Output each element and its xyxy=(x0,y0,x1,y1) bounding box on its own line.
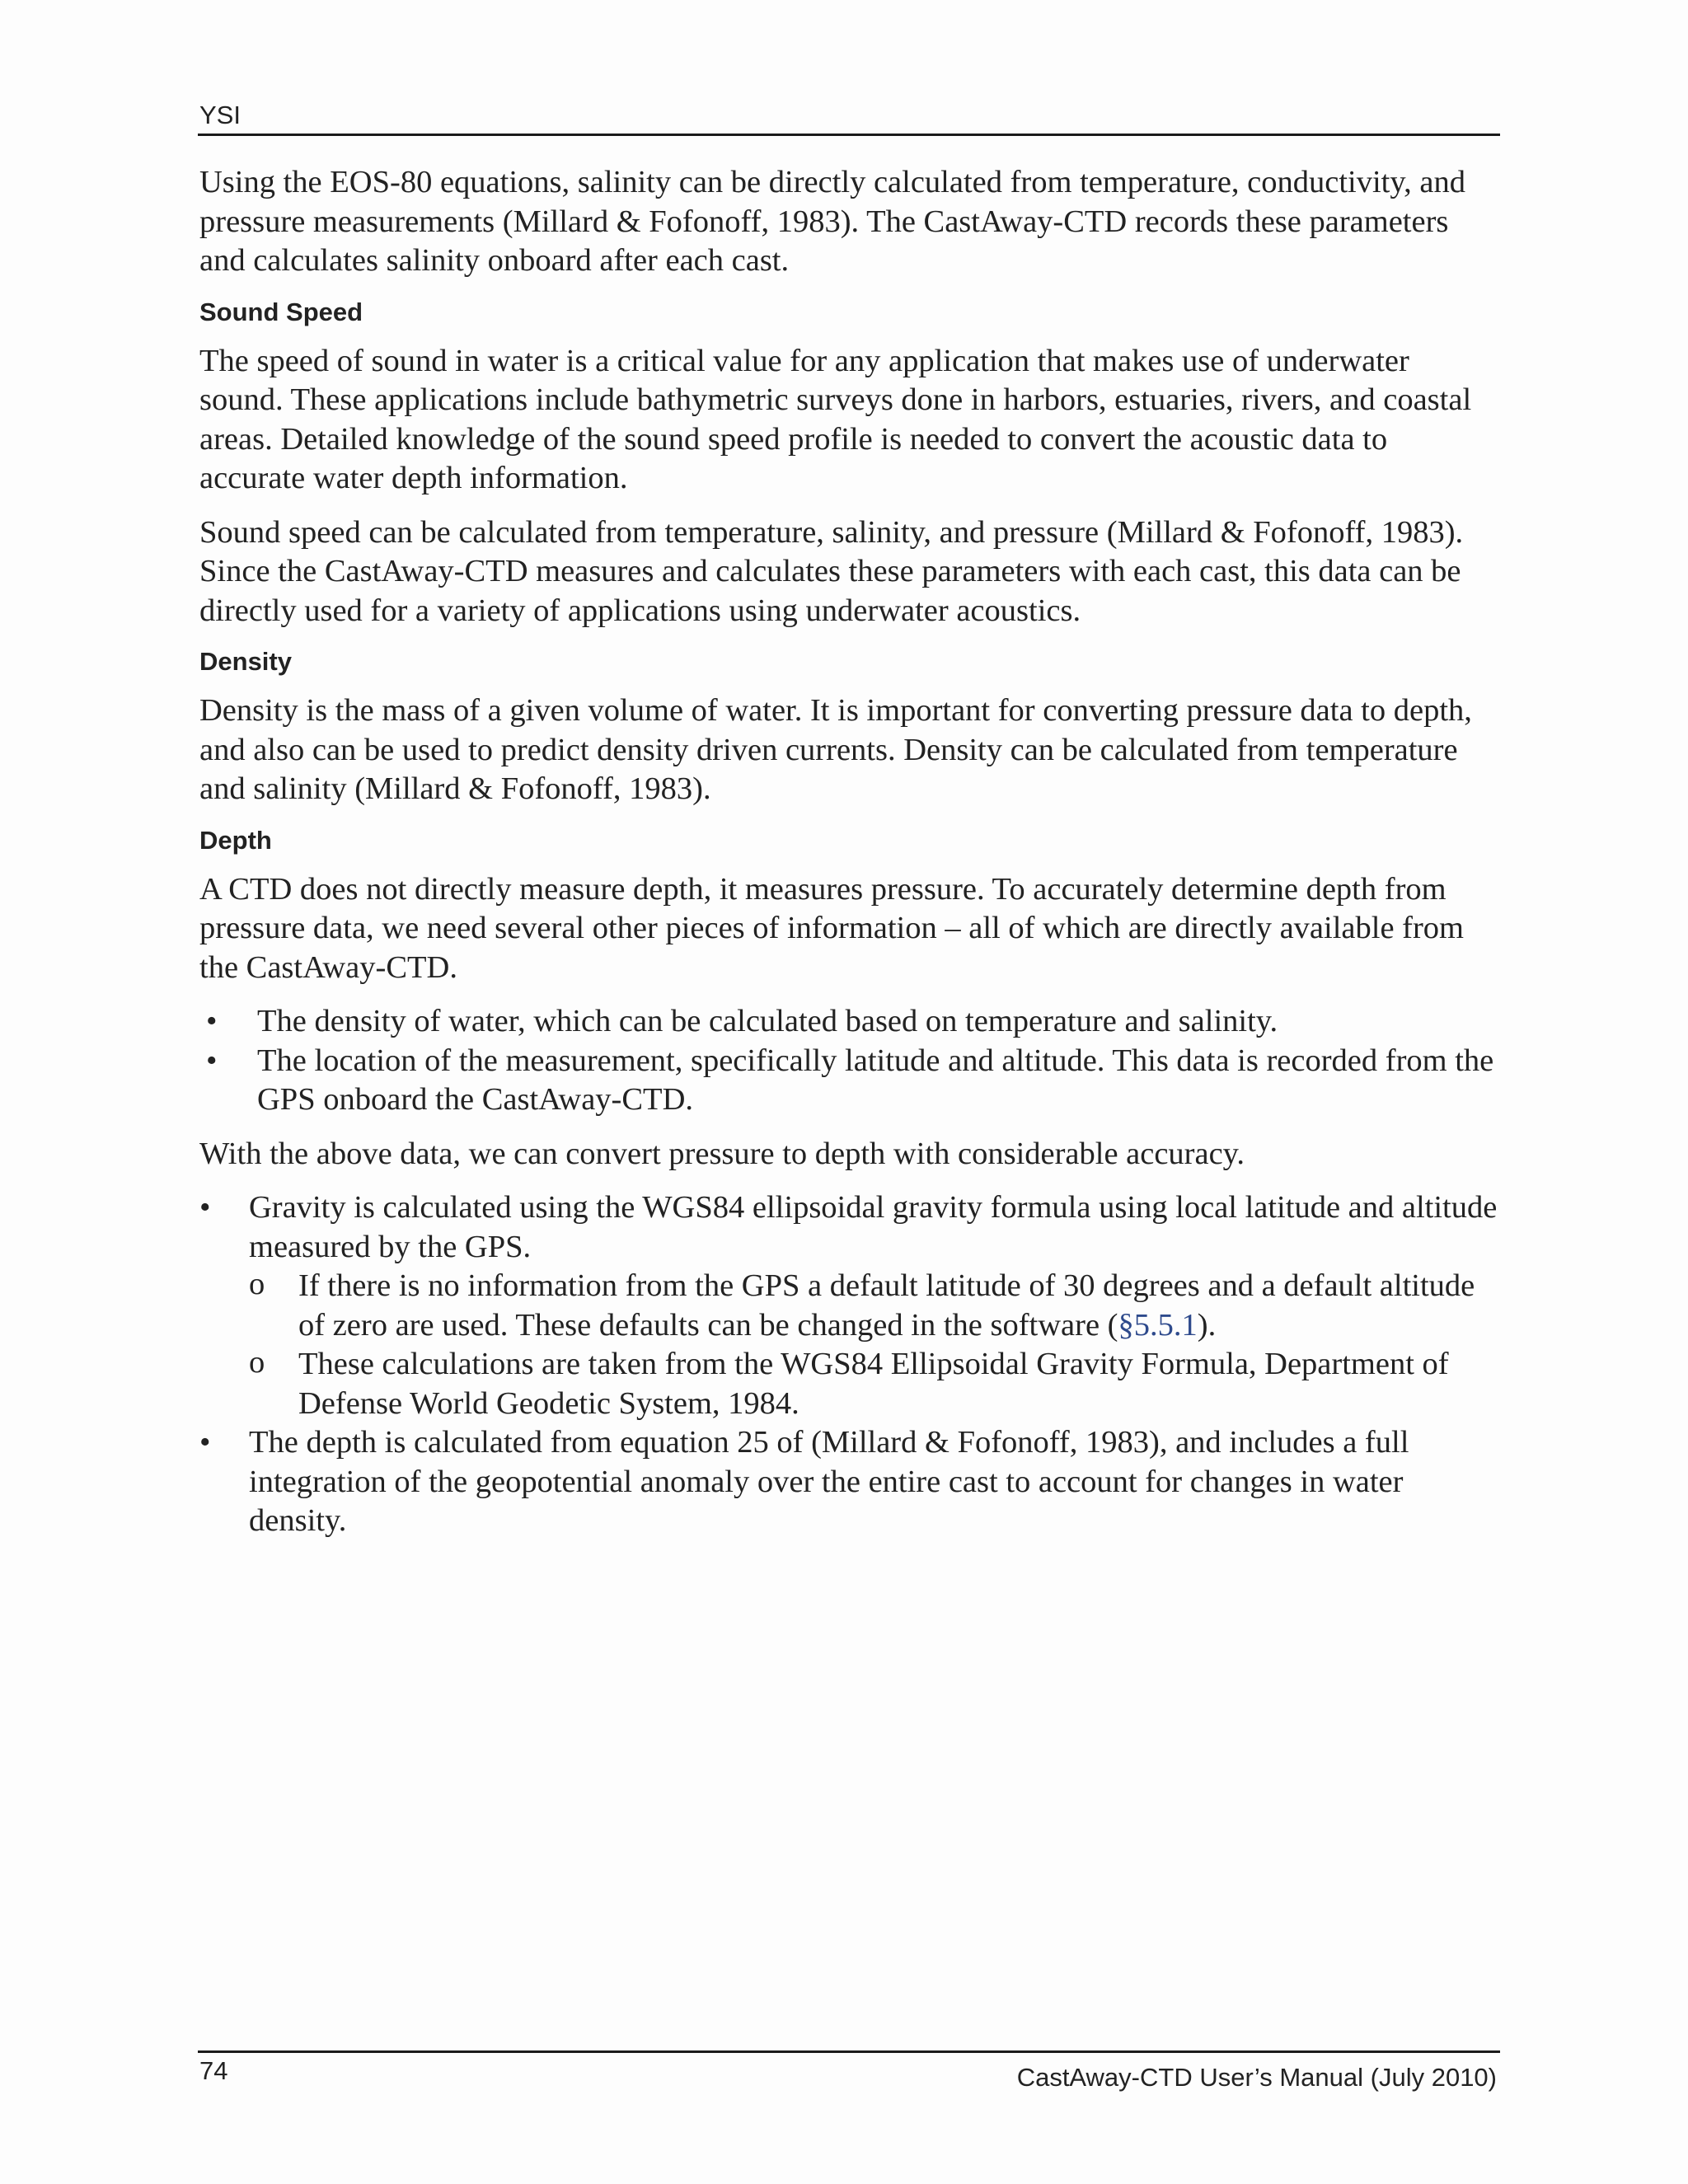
page-header xyxy=(198,97,1500,136)
bullet-icon: • xyxy=(199,1190,211,1225)
bullet-icon: • xyxy=(206,1043,218,1078)
page-content xyxy=(199,163,1498,1541)
source-text: These calculations are taken from the WGS84 Ellipsoidal Gravity Formula, Department of Defense World Geodetic System, 1984. xyxy=(298,1347,1449,1421)
depth-info-list xyxy=(199,1002,1498,1120)
header-label: YSI xyxy=(199,101,241,129)
defaults-text: If there is no information from the GPS a default latitude of 30 degrees and a default altitude of zero are used. These defaults can be changed in the software ( xyxy=(298,1268,1475,1343)
density-paragraph: Density is the mass of a given volume of water. It is important for converting pressure data to depth, and also can be used to predict density driven currents. Density can be calculated from temperature and salinity (Millard & Fofonoff, 1983). xyxy=(199,693,1472,806)
heading-depth: Depth xyxy=(199,825,272,855)
sub-list-item-source xyxy=(249,1345,1498,1423)
depth-paragraph-1: A CTD does not directly measure depth, it measures pressure. To accurately determine depth from pressure data, we need several other pieces of information – all of which are directly available from the CastAway-CTD. xyxy=(199,871,1465,985)
bullet-icon: • xyxy=(199,1425,211,1460)
list-item-text: The density of water, which can be calculated based on temperature and salinity. xyxy=(257,1004,1278,1038)
gravity-sub-list xyxy=(249,1267,1498,1423)
section-link[interactable]: §5.5.1 xyxy=(1118,1307,1198,1343)
intro-paragraph: Using the EOS-80 equations, salinity can be directly calculated from temperature, conductivity, and pressure measurements (Millard & Fofonoff, 1983). The CastAway-CTD records these parameters and calculates salinity onboard after each cast. xyxy=(199,165,1465,278)
list-item xyxy=(199,1042,1498,1120)
sound-speed-paragraph-1: The speed of sound in water is a critical value for any application that makes use of underwater sound. These applications include bathymetric surveys done in harbors, estuaries, rivers, and coastal areas. Detailed knowledge of the sound speed profile is needed to convert the acoustic data to accurate water depth information. xyxy=(199,343,1472,495)
list-item xyxy=(199,1002,1498,1042)
list-item-text: The location of the measurement, specifically latitude and altitude. This data is recorded from the GPS onboard the CastAway-CTD. xyxy=(257,1043,1494,1117)
depth-paragraph-2: With the above data, we can convert pressure to depth with considerable accuracy. xyxy=(199,1136,1245,1171)
sub-list-item-defaults xyxy=(249,1267,1498,1345)
page-number: 74 xyxy=(199,2056,228,2085)
heading-density: Density xyxy=(199,647,292,676)
heading-sound-speed: Sound Speed xyxy=(199,297,363,326)
footer-title: CastAway-CTD User’s Manual (July 2010) xyxy=(1016,2063,1497,2092)
gravity-text: Gravity is calculated using the WGS84 ellipsoidal gravity formula using local latitude and altitude measured by the GPS. xyxy=(249,1190,1498,1264)
list-item-gravity xyxy=(199,1188,1498,1423)
list-item-depth-calc xyxy=(199,1423,1498,1541)
sound-speed-paragraph-2: Sound speed can be calculated from temperature, salinity, and pressure (Millard & Fofonoff, 1983). Since the CastAway-CTD measures and calculates these parameters with each cast, this data can be directly used for a variety of applications using underwater acoustics. xyxy=(199,514,1464,628)
page-footer xyxy=(198,2050,1500,2092)
defaults-text-end: ). xyxy=(1197,1307,1217,1343)
bullet-icon: • xyxy=(206,1004,218,1038)
calculation-list xyxy=(199,1188,1498,1541)
sub-bullet-icon: o xyxy=(249,1267,265,1301)
depth-calc-text: The depth is calculated from equation 25 of (Millard & Fofonoff, 1983), and includes a full integration of the geopotential anomaly over the entire cast to account for changes in water density. xyxy=(249,1425,1409,1538)
sub-bullet-icon: o xyxy=(249,1345,265,1380)
